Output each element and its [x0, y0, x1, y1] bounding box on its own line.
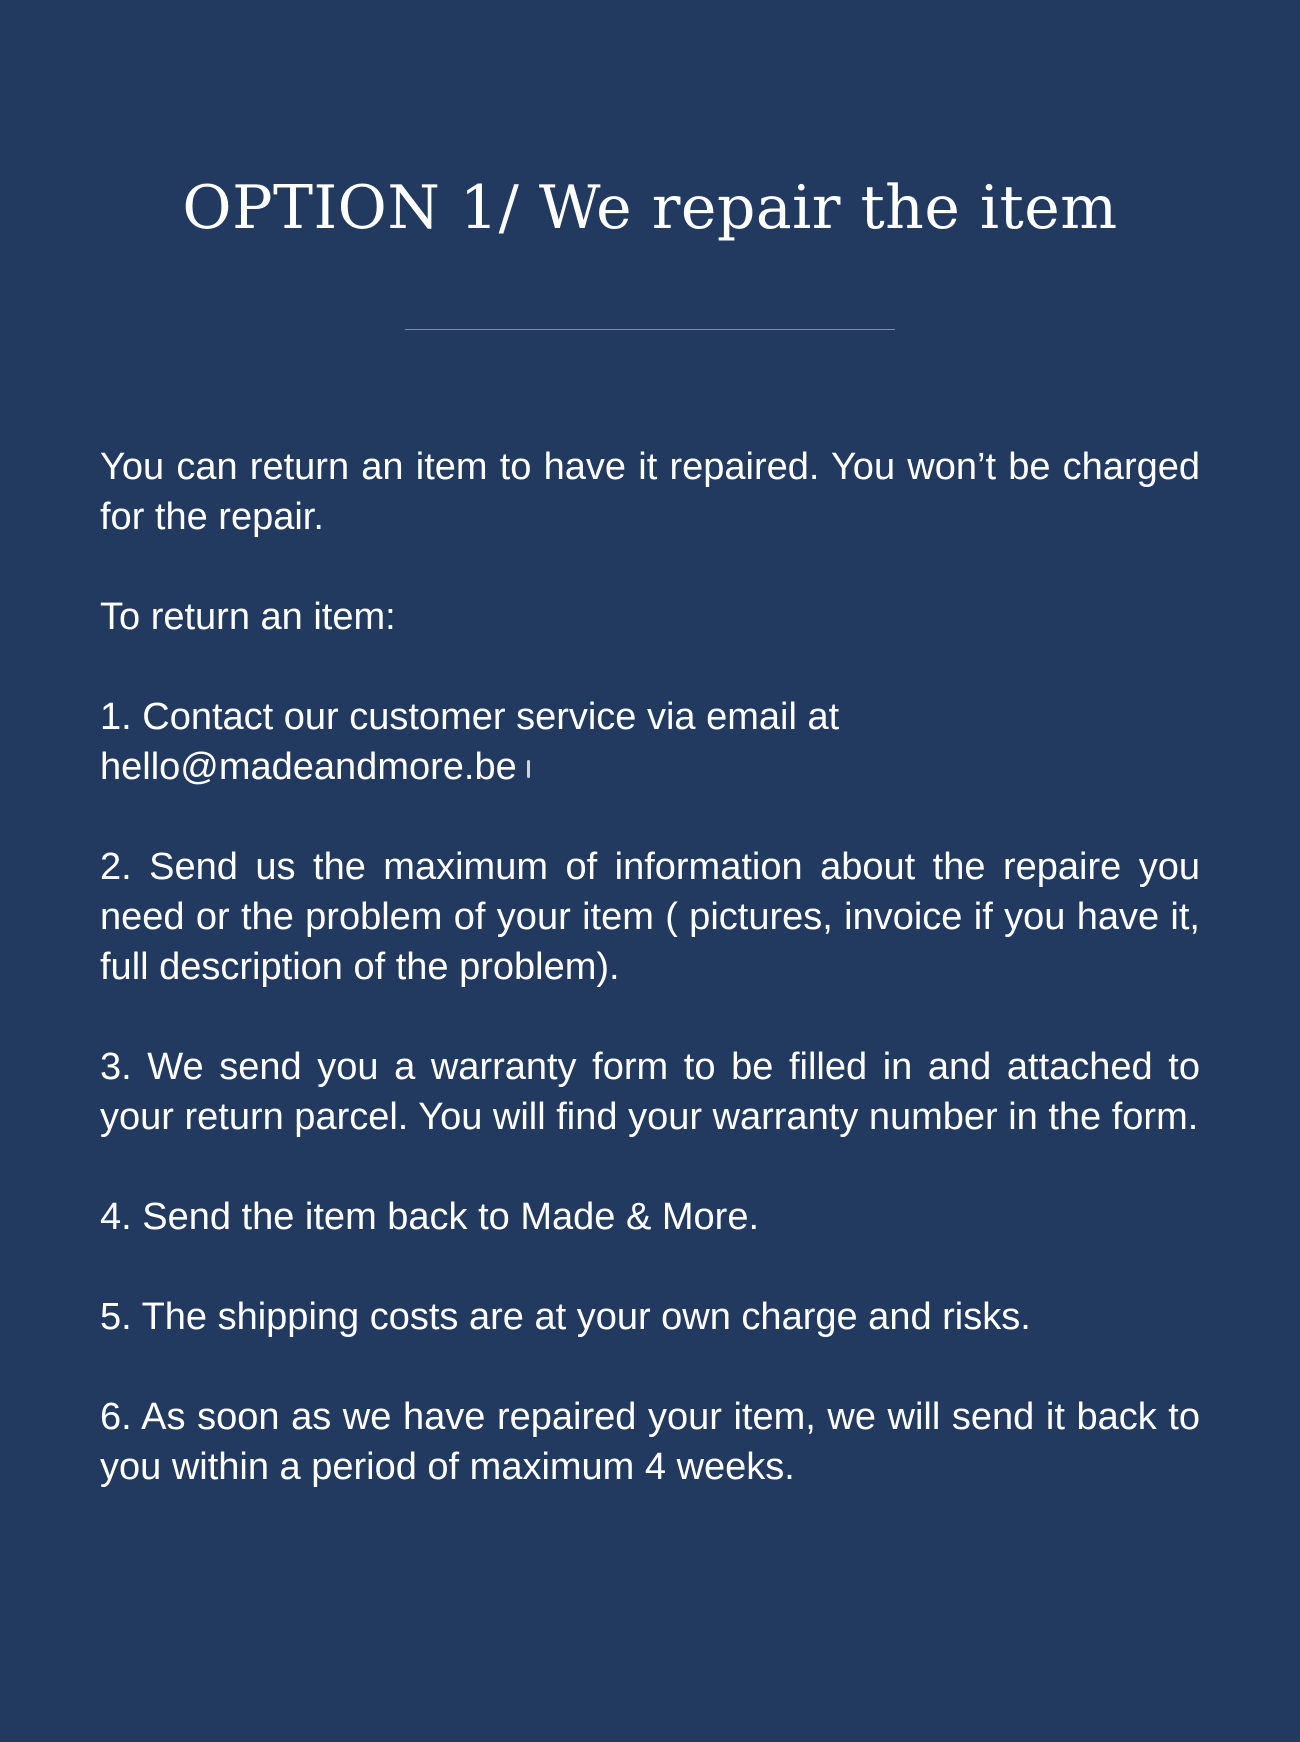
step-1-text: 1. Contact our customer service via email at [100, 696, 840, 738]
customer-service-email-link[interactable]: hello@madeandmore.be [100, 746, 517, 788]
step-4: 4. Send the item back to Made & More. [100, 1196, 760, 1238]
intro-paragraph: You can return an item to have it repaired. You won’t be charged for the repair. [100, 446, 1200, 538]
step-3: 3. We send you a warranty form to be filled in and attached to your return parcel. You will find your warranty number in the form. [100, 1046, 1200, 1138]
step-5: 5. The shipping costs are at your own charge and risks. [100, 1296, 1031, 1338]
step-6: 6. As soon as we have repaired your item, we will send it back to you within a period of maximum 4 weeks. [100, 1396, 1200, 1488]
step-1 [100, 692, 1200, 792]
page-title: OPTION 1/ We repair the item [182, 173, 1118, 243]
repair-instructions [100, 442, 1200, 1492]
step-2: 2. Send us the maximum of information about the repaire you need or the problem of your item ( pictures, invoice if you have it, full description of the problem). [100, 846, 1200, 988]
email-link-marker-icon [527, 760, 530, 778]
title-divider [405, 329, 895, 330]
steps-heading: To return an item: [100, 596, 396, 638]
